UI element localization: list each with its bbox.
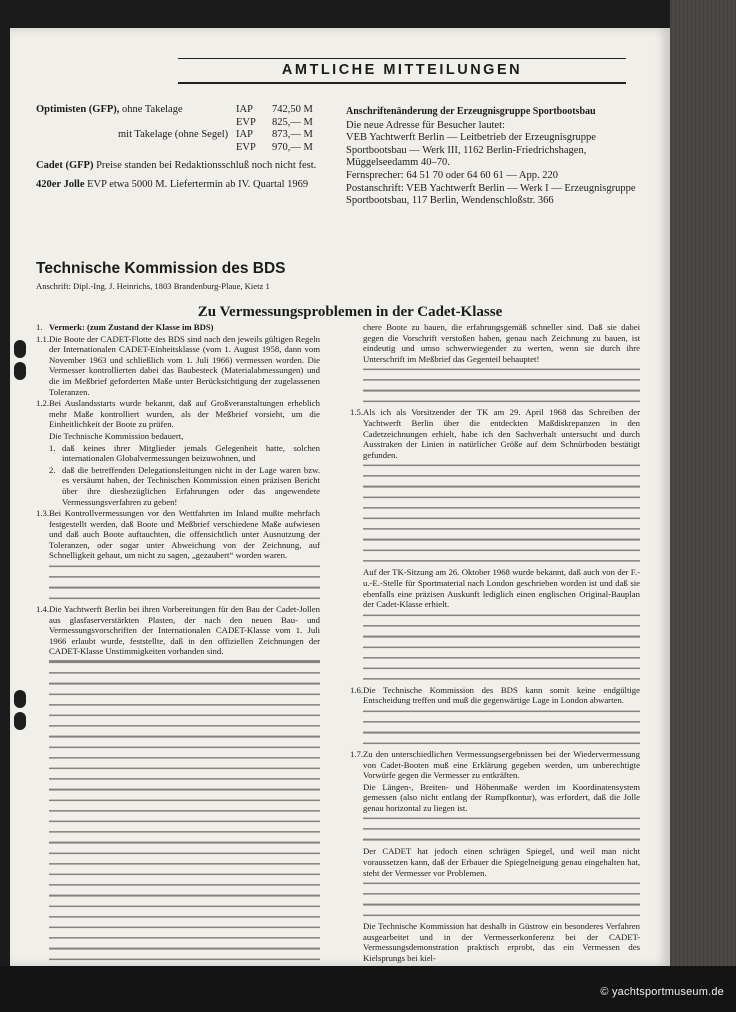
price-value: 970,— M bbox=[272, 141, 313, 153]
paragraph: 1.7. Zu den unterschiedlichen Vermessungsergebnissen bei der Wiedervermessung von Cadet-Booten muß eine Erklärung gegeben werden, um unberechtigte Vorwürfe gegen die Vermesser zu entkräften. bbox=[350, 748, 640, 781]
unreadable-text-lines bbox=[363, 879, 640, 921]
paragraph: Die Technische Kommission hat deshalb in Güstrow ein besonderes Verfahren ausgearbeitet und in der Vermesserkonferenz bei der CADET-Vermessungsdemonstration praktisch erprobt, das ein Vermessen des Kielsprungs bei kiel- bbox=[363, 921, 640, 964]
paragraph: Die Technische Kommission bedauert, bbox=[49, 430, 184, 441]
cadet-text: Preise standen bei Redaktionsschluß noch nicht fest. bbox=[96, 160, 317, 172]
price-row-optimist-evp bbox=[36, 117, 328, 130]
paragraph: Die Längen-, Breiten- und Höhenmaße werden im Koordinatensystem gemessen (also nicht entlang der Rumpfkontur), was erfordert, daß die Jolle genau horizontal zu liegen ist. bbox=[363, 781, 640, 813]
price-code: EVP bbox=[236, 116, 256, 128]
book-binding-edge bbox=[670, 0, 736, 1012]
address-postal: Postanschrift: VEB Yachtwerft Berlin — Werk I — Erzeugnisgruppe Sportbootsbau, 117 Berlin, Wendenschloßstr. 366 bbox=[346, 182, 636, 207]
unreadable-text-lines bbox=[49, 562, 320, 604]
price-value: 873,— M bbox=[272, 129, 313, 141]
paragraph: 1.6. Die Technische Kommission des BDS kann somit keine endgültige Entscheidung treffen und muß die gegenwärtige Lage in London abwarten. bbox=[350, 684, 640, 706]
unreadable-text-lines bbox=[363, 461, 640, 567]
price-code: IAP bbox=[236, 129, 253, 141]
document-page bbox=[10, 28, 670, 966]
jolle-label: 420er Jolle bbox=[36, 178, 85, 190]
article-column-right bbox=[350, 322, 640, 964]
jolle-price-note bbox=[36, 179, 328, 192]
paragraph: 1.2. Bei Auslandsstarts wurde bekannt, daß auf Großveranstaltungen erheblich mehr Maße kontrolliert wurden, als der Meßbrief vorsieht, um die Einheitlichkeit der Boote zu prüfen. bbox=[36, 398, 320, 430]
address-notice bbox=[346, 106, 642, 208]
paragraph: Der CADET hat jedoch einen schrägen Spiegel, und weil man nicht voraussetzen kann, daß der Erbauer die Spiegelneigung genau eingehalten hat, steht der Vermesser vor Problemen. bbox=[363, 846, 640, 878]
paragraph: 1.4. Die Yachtwerft Berlin bei ihren Vorbereitungen für den Bau der Cadet-Jollen aus glasfaserverstärkten Plasten, der nach den neuen Bau- und Vermessungsvorschriften der Internationalen CADET-Klasse vom 1. Juli 1966 erlaubt wurde, feststellte, daß in den offiziellen Zeichnungen der CADET-Klasse Unstimmigkeiten vorhanden sind. bbox=[36, 604, 320, 657]
jolle-text: EVP etwa 5000 M. Liefertermin ab IV. Quartal 1969 bbox=[87, 178, 309, 190]
header-rule-upper bbox=[178, 58, 626, 59]
article-title: Zu Vermessungsproblemen in der Cadet-Klasse bbox=[197, 304, 503, 320]
paragraph: 1.3. Bei Kontrollvermessungen vor den Wettfahrten im Inland mußte mehrfach festgestellt werden, daß Boote und Meßbrief verschiedene Maße aufwiesen und daß auch Boote auftauchten, die offensichtlich unter Ausnutzung der Toleranzen, oder sogar unter Abweichung von der Zeichnung, auf Schnelligkeit gebaut, um nicht zu sagen, „gezaubert“ worden waren. bbox=[36, 508, 320, 561]
tk-address: Anschrift: Dipl.-Ing. J. Heinrichs, 1803 Brandenburg-Plaue, Kietz 1 bbox=[36, 281, 270, 291]
cadet-price-note bbox=[36, 160, 328, 173]
mit-takelage-label: mit Takelage (ohne Segel) bbox=[118, 129, 229, 141]
paragraph: 1. daß keines ihrer Mitglieder jemals Gelegenheit hatte, solchen internationalen Globalvermessungen beizuwohnen, und bbox=[49, 442, 320, 464]
price-row-mit-takelage-evp bbox=[36, 142, 328, 155]
article-column-left bbox=[36, 322, 320, 950]
optimist-variant: ohne Takelage bbox=[122, 104, 183, 115]
unreadable-text-lines bbox=[49, 658, 320, 988]
tk-heading: Technische Kommission des BDS bbox=[36, 260, 286, 277]
header-rule-lower bbox=[178, 83, 626, 84]
unreadable-text-lines bbox=[363, 365, 640, 407]
price-value: 742,50 M bbox=[272, 104, 313, 115]
price-row-optimist bbox=[36, 104, 328, 117]
source-watermark: © yachtsportmuseum.de bbox=[600, 986, 724, 998]
paragraph: 1.1. Die Boote der CADET-Flotte des BDS sind nach den jeweils gültigen Regeln der Internationalen CADET-Einheitsklasse (vom 1. August 1958, dann vom November 1963 und schließlich vom 1. Juli 1966) vermessen worden. Die Vermesser kontrollierten dabei das Baubesteck (Materialabmessungen) und die im Meßbrief geforderten Maße unter Berücksichtigung der zugelassenen Toleranzen. bbox=[36, 333, 320, 397]
address-phone: Fernsprecher: 64 51 70 oder 64 60 61 — App. 220 bbox=[346, 169, 559, 181]
address-intro: Die neue Adresse für Besucher lautet: bbox=[346, 119, 505, 131]
paragraph: Auf der TK-Sitzung am 26. Oktober 1968 wurde bekannt, daß auch von der F.-u.-E.-Stelle für Sportmaterial nach London geschrieben worden ist und daß sie ebenfalls eine präzisen Auskunft lediglich einen englischen Original-Bauplan der Cadet-Klasse erhielt. bbox=[363, 567, 640, 610]
paragraph: 1.5. Als ich als Vorsitzender der TK am 29. April 1968 das Schreiben der Yachtwerft Berlin über die entdeckten Maßdiskrepanzen in den Cadetzeichnungen erhielt, habe ich den Sachverhalt untersucht und durch Ausstraken der Linien in natürlicher Größe auf dem Schnürboden bestätigt gefunden. bbox=[350, 407, 640, 460]
price-value: 825,— M bbox=[272, 116, 313, 128]
unreadable-text-lines bbox=[363, 611, 640, 685]
price-code: IAP bbox=[236, 104, 253, 115]
unreadable-text-lines bbox=[363, 707, 640, 749]
cadet-label: Cadet (GFP) bbox=[36, 160, 94, 172]
unreadable-text-lines bbox=[363, 814, 640, 846]
optimist-label: Optimisten (GFP), bbox=[36, 104, 120, 115]
paragraph: chere Boote zu bauen, die erfahrungsgemäß schneller sind. Daß sie dabei gegen die Vorschrift verstoßen haben, genau nach Zeichnung zu bauen, ist eindeutig und umso schwerwiegender zu werten, wenn sie durch ihre Unterschrift im Meßbrief das Gegenteil behauptet! bbox=[363, 322, 640, 364]
address-visitors: VEB Yachtwerft Berlin — Leitbetrieb der Erzeugnisgruppe Sportbootsbau — Werk III, 1162 Berlin-Friedrichshagen, Müggelseedamm 40–70. bbox=[346, 132, 596, 169]
paragraph: 2. daß die betreffenden Delegationsleitungen nicht in der Lage waren bzw. es versäumt haben, der Technischen Kommission einen präzisen Bericht über ihre diesbezüglichen Erfahrungen oder das angewendete Vermessungsverfahren zu geben! bbox=[49, 464, 320, 507]
binder-hole bbox=[14, 712, 26, 730]
price-list bbox=[36, 104, 328, 192]
paragraph: 1. Vermerk: (zum Zustand der Klasse im BDS) bbox=[36, 322, 214, 332]
address-heading: Anschriftenänderung der Erzeugnisgruppe Sportbootsbau bbox=[346, 106, 596, 117]
binder-hole bbox=[14, 340, 26, 358]
section-header: AMTLICHE MITTEILUNGEN bbox=[281, 62, 523, 78]
price-row-mit-takelage bbox=[36, 129, 328, 142]
binder-hole bbox=[14, 362, 26, 380]
binder-hole bbox=[14, 690, 26, 708]
price-code: EVP bbox=[236, 141, 256, 153]
